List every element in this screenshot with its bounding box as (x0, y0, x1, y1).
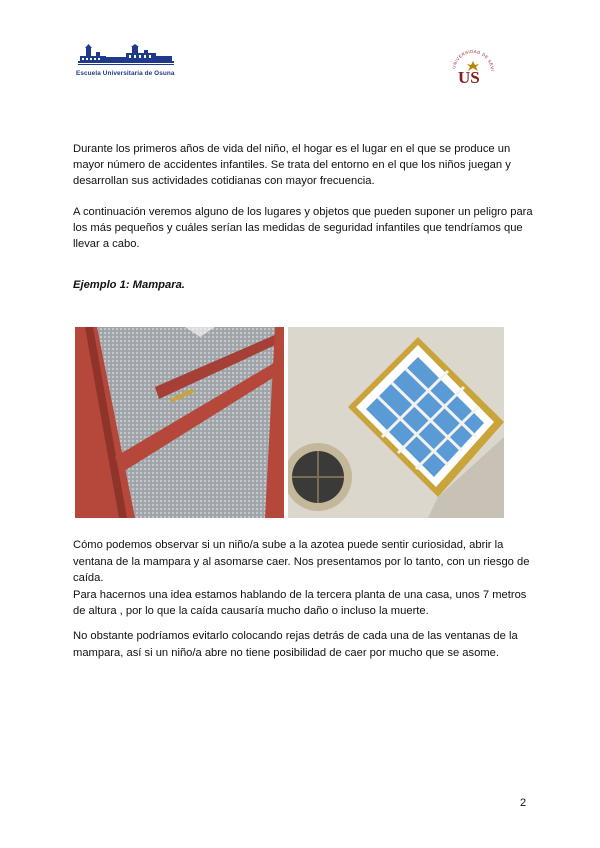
continuation-paragraph: A continuación veremos alguno de los lugares y objetos que pueden suponer un peligro para los más pequeños y cuáles serían las medidas de seguridad infantiles que tendríamos que llevar a cabo. (73, 206, 533, 250)
svg-text:UNIVERSIDAD DE SEVILLA: UNIVERSIDAD DE SEVI (451, 48, 496, 72)
risk-paragraph-line-1: Cómo podemos observar si un niño/a sube a la azotea puede sentir curiosidad, abrir la ventana de la mampara y al asomarse caer. Nos presentamos por lo tanto, con un riesgo de caída. (73, 539, 530, 584)
svg-text:US: US (458, 68, 480, 87)
risk-paragraph-line-2: Para hacernos una idea estamos hablando de la tercera planta de una casa, unos 7 metros de altura , por lo que la caída causaría mucho daño o incluso la muerte. (73, 588, 527, 617)
example-heading: Ejemplo 1: Mampara. (73, 279, 185, 291)
solution-paragraph: No obstante podríamos evitarlo colocando rejas detrás de cada una de las ventanas de la mampara, así si un niño/a abre no tiene posibilidad de caer por mucho que se asome. (73, 630, 518, 659)
page-number: 2 (520, 797, 527, 809)
osuna-school-logo (76, 44, 176, 82)
mampara-photo-left (75, 327, 284, 518)
risk-paragraph (73, 537, 533, 620)
university-seal-logo (449, 47, 497, 95)
building-silhouette-icon (76, 44, 176, 70)
intro-paragraph: Durante los primeros años de vida del niño, el hogar es el lugar en el que se produce un mayor número de accidentes infantiles. Se trata del entorno en el que los niños juegan y desarrollan sus actividades cotidianas con mayor frecuencia. (73, 143, 511, 187)
logo-caption: Escuela Universitaria de Osuna (76, 70, 175, 77)
mampara-photo-right (288, 327, 504, 518)
university-seal-icon (449, 47, 497, 95)
